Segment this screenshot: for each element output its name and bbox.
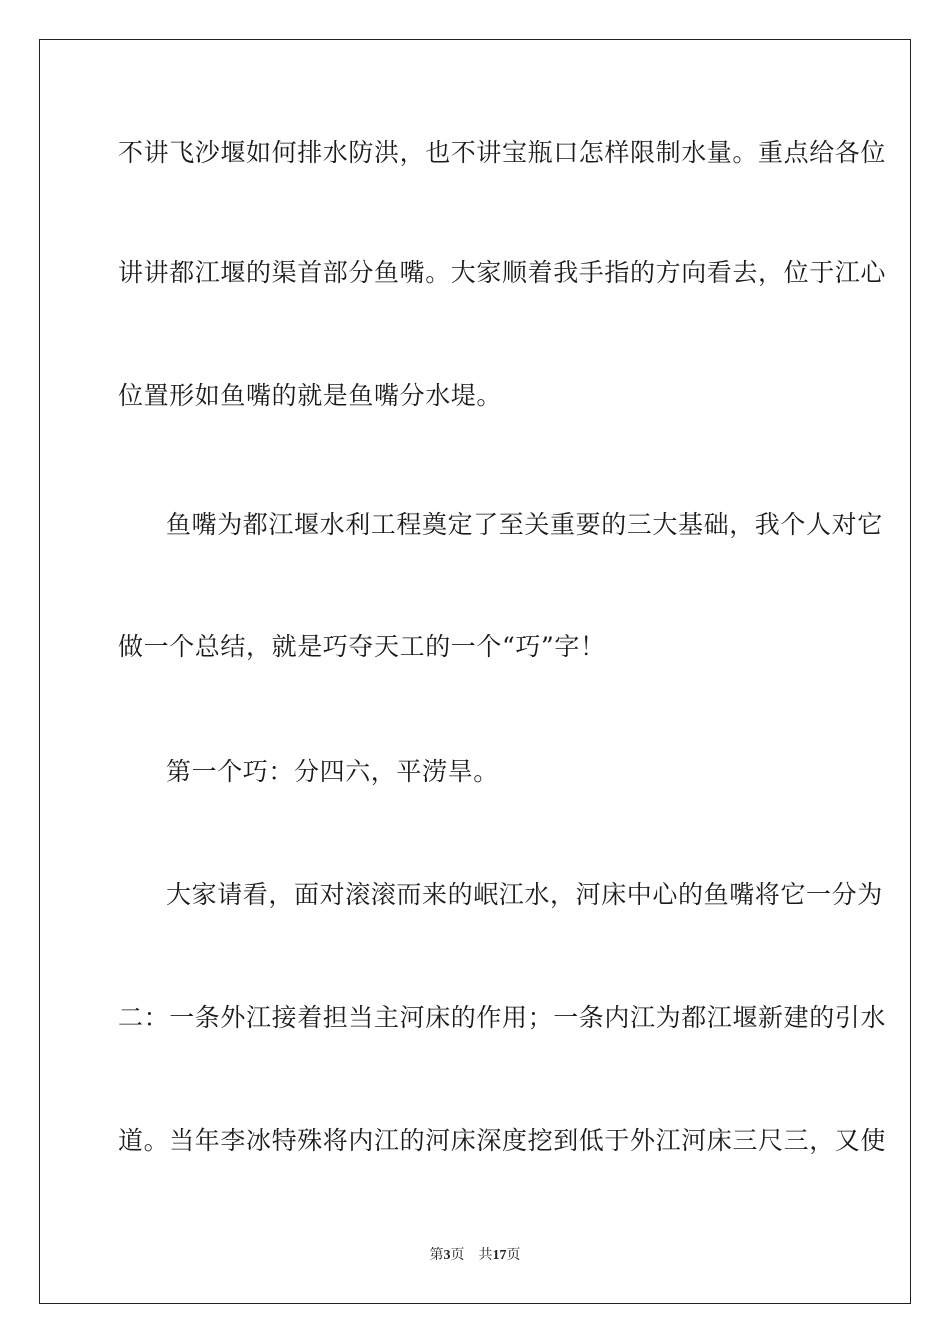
text-line: 鱼嘴为都江堰水利工程奠定了至关重要的三大基础，我个人对它 (166, 510, 883, 539)
total-suffix: 页 (506, 1248, 521, 1263)
text-line: 大家请看，面对滚滚而来的岷江水，河床中心的鱼嘴将它一分为 (166, 880, 883, 909)
text-line: 二：一条外江接着担当主河床的作用；一条内江为都江堰新建的引水 (118, 1003, 887, 1032)
text-line: 第一个巧：分四六，平涝旱。 (166, 757, 499, 786)
text-line: 做一个总结，就是巧夺天工的一个“巧”字！ (118, 632, 606, 661)
page-footer (0, 1247, 950, 1265)
page-number: 3 (443, 1248, 451, 1263)
text-line: 位置形如鱼嘴的就是鱼嘴分水堤。 (118, 381, 503, 410)
page-suffix: 页 (450, 1248, 465, 1263)
text-line: 道。当年李冰特殊将内江的河床深度挖到低于外江河床三尺三，又使 (118, 1126, 887, 1155)
text-line: 不讲飞沙堰如何排水防洪，也不讲宝瓶口怎样限制水量。重点给各位 (118, 138, 887, 167)
page-prefix: 第 (429, 1248, 444, 1263)
total-pages: 17 (492, 1248, 507, 1263)
page-border (39, 39, 911, 1304)
text-line: 讲讲都江堰的渠首部分鱼嘴。大家顺着我手指的方向看去，位于江心 (118, 258, 887, 287)
total-prefix: 共 (478, 1248, 493, 1263)
